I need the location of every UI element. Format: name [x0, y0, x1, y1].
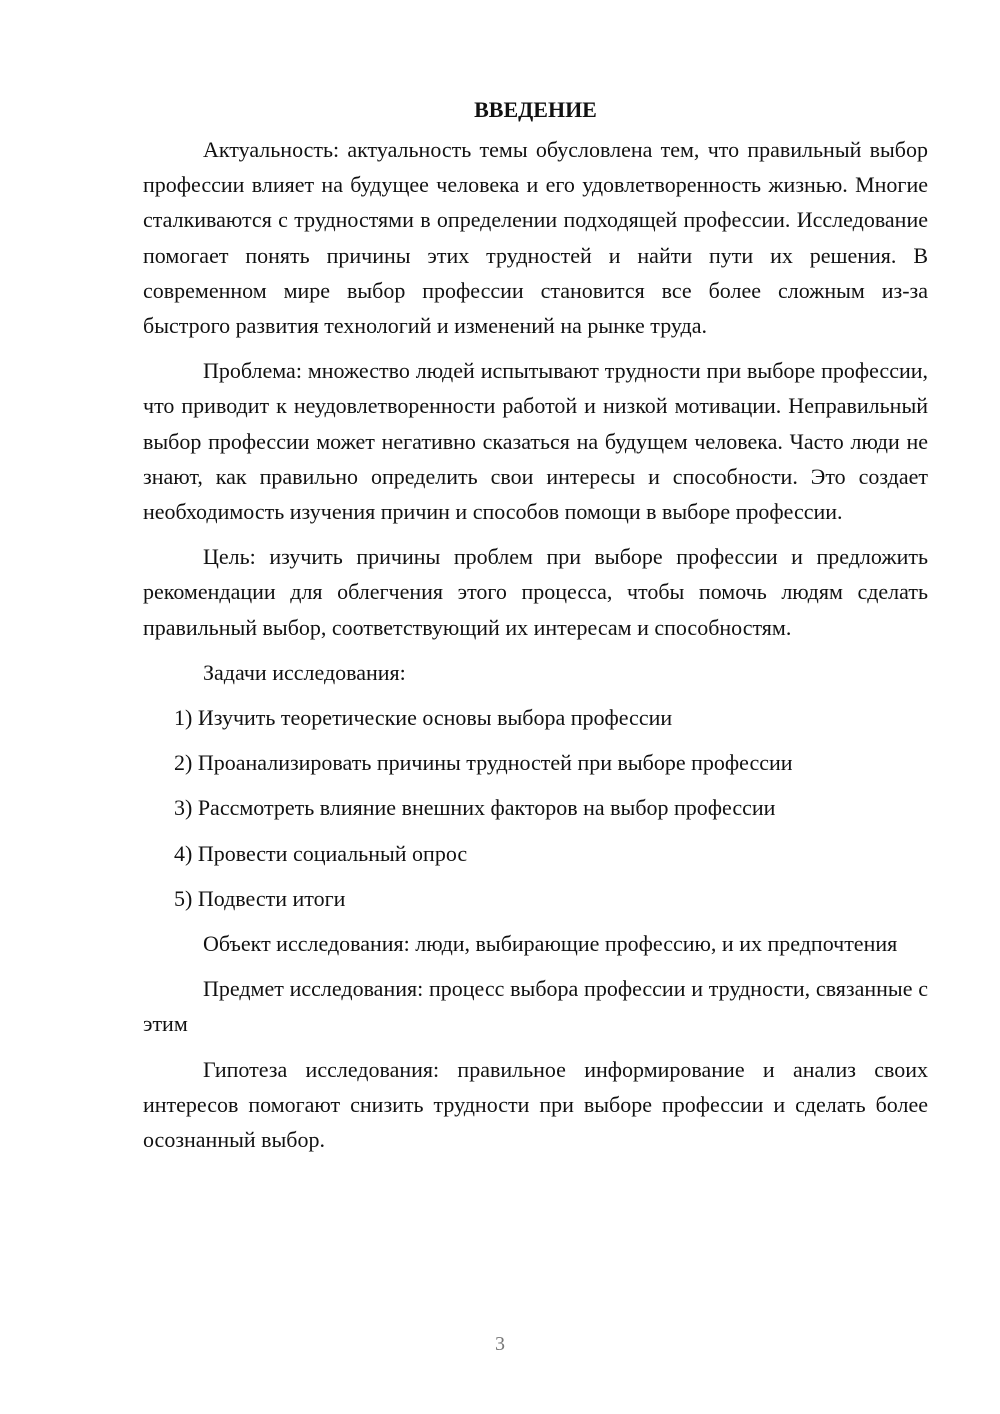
page-number: 3	[495, 1333, 505, 1355]
object-paragraph: Объект исследования: люди, выбирающие профессию, и их предпочтения	[203, 931, 898, 957]
task-item-3: 3) Рассмотреть влияние внешних факторов на выбор профессии	[174, 795, 776, 821]
problem-paragraph: Проблема: множество людей испытывают трудности при выборе профессии, что приводит к неудовлетворенности работой и низкой мотивации. Неправильный выбор профессии может негативно сказаться на будущем человека. Часто люди не знают, как правильно определить свои интересы и способности. Это создает необходимость изучения причин и способов помощи в выборе профессии.	[143, 358, 928, 525]
hypothesis-paragraph: Гипотеза исследования: правильное информирование и анализ своих интересов помогают снизить трудности при выборе профессии и сделать более осознанный выбор.	[143, 1056, 928, 1153]
task-item-1: 1) Изучить теоретические основы выбора профессии	[174, 705, 673, 731]
goal-paragraph: Цель: изучить причины проблем при выборе профессии и предложить рекомендации для облегчения этого процесса, чтобы помочь людям сделать правильный выбор, соответствующий их интересам и способностям.	[143, 544, 928, 640]
task-item-5: 5) Подвести итоги	[174, 885, 346, 911]
task-item-2: 2) Проанализировать причины трудностей при выборе профессии	[174, 750, 793, 776]
page-title: ВВЕДЕНИЕ	[474, 97, 597, 122]
relevance-paragraph: Актуальность: актуальность темы обусловлена тем, что правильный выбор профессии влияет на будущее человека и его удовлетворенность жизнью. Многие сталкиваются с трудностями в определении подходящей профессии. Исследование помогает понять причины этих трудностей и найти пути их решения. В современном мире выбор профессии становится все более сложным из-за быстрого развития технологий и изменений на рынке труда.	[143, 137, 928, 339]
subject-paragraph: Предмет исследования: процесс выбора профессии и трудности, связанные с этим	[143, 976, 928, 1037]
document-page	[143, 88, 928, 1167]
tasks-heading: Задачи исследования:	[203, 659, 406, 685]
task-item-4: 4) Провести социальный опрос	[174, 840, 468, 866]
